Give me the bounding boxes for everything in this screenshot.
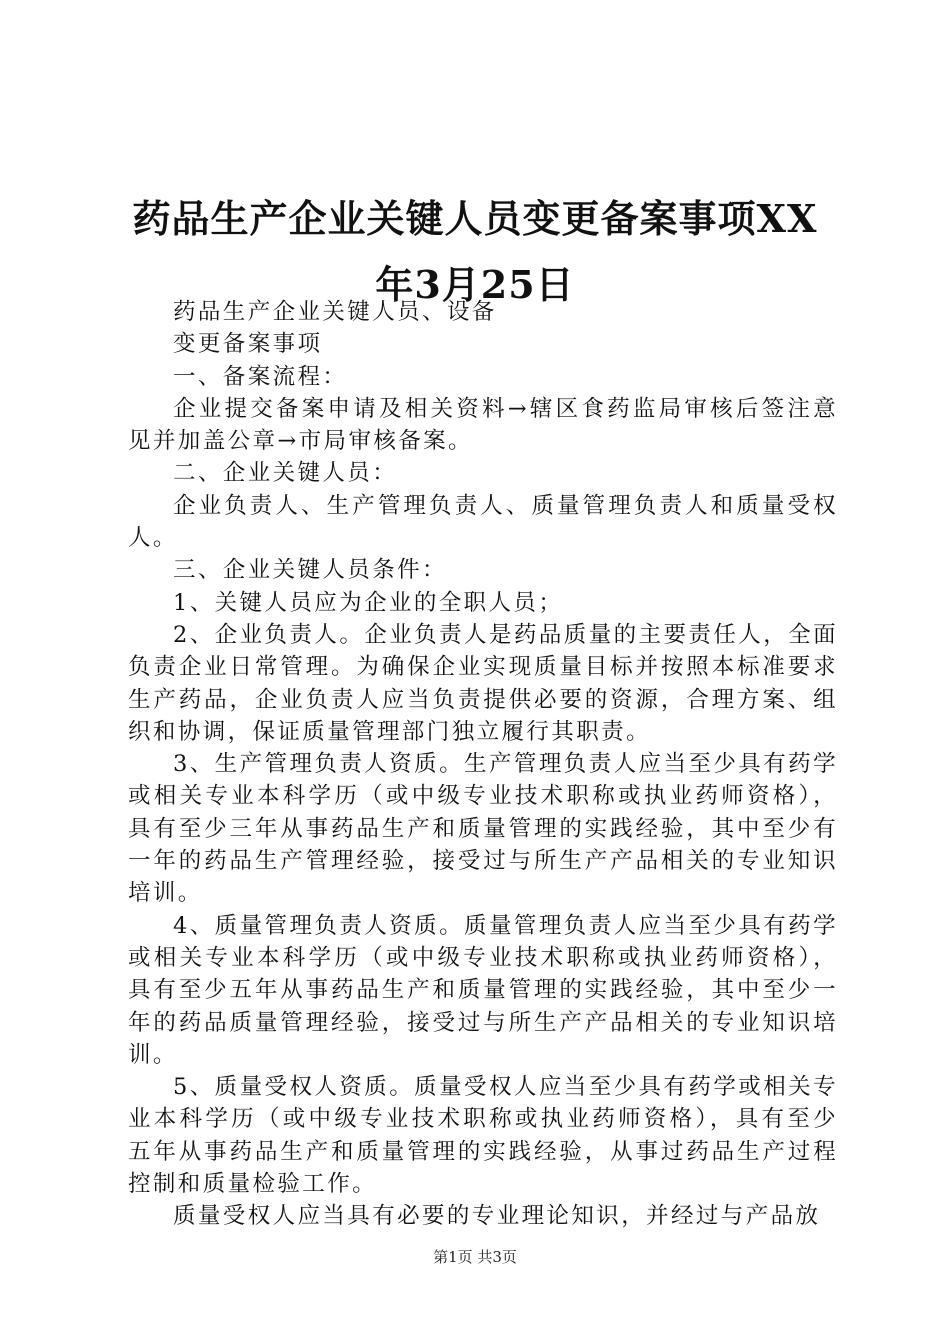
document-title: 药品生产企业关键人员变更备案事项XX年3月25日 (132, 196, 818, 307)
paragraph: 企业负责人、生产管理负责人、质量管理负责人和质量受权人。 (128, 492, 838, 552)
paragraph: 药品生产企业关键人员、设备 (173, 299, 497, 325)
page-number-footer: 第1页 共3页 (433, 1248, 517, 1266)
paragraph: 三、企业关键人员条件： (173, 557, 447, 584)
document-body (128, 296, 838, 1233)
paragraph: 3、生产管理负责人资质。生产管理负责人应当至少具有药学或相关专业本科学历（或中级专业技术职称或执业药师资格），具有至少三年从事药品生产和质量管理的实践经验，其中至少有一年的药品生产管理经验，接受过与所生产产品相关的专业知识培训。 (128, 751, 838, 907)
paragraph: 二、企业关键人员： (173, 460, 398, 487)
paragraph: 4、质量管理负责人资质。质量管理负责人应当至少具有药学或相关专业本科学历（或中级专业技术职称或执业药师资格），具有至少五年从事药品生产和质量管理的实践经验，其中至少一年的药品质量管理经验，接受过与所生产产品相关的专业知识培训。 (128, 912, 838, 1068)
paragraph: 变更备案事项 (173, 331, 323, 358)
paragraph: 1、关键人员应为企业的全职人员； (173, 589, 564, 616)
paragraph: 企业提交备案申请及相关资料→辖区食药监局审核后签注意见并加盖公章→市局审核备案。 (128, 395, 838, 455)
paragraph: 一、备案流程： (173, 363, 348, 390)
paragraph: 质量受权人应当具有必要的专业理论知识，并经过与产品放 (173, 1203, 821, 1230)
paragraph: 2、企业负责人。企业负责人是药品质量的主要责任人，全面负责企业日常管理。为确保企业实现质量目标并按照本标准要求生产药品，企业负责人应当负责提供必要的资源，合理方案、组织和协调，保证质量管理部门独立履行其职责。 (128, 621, 838, 745)
paragraph: 5、质量受权人资质。质量受权人应当至少具有药学或相关专业本科学历（或中级专业技术职称或执业药师资格），具有至少五年从事药品生产和质量管理的实践经验，从事过药品生产过程控制和质量检验工作。 (128, 1074, 838, 1198)
